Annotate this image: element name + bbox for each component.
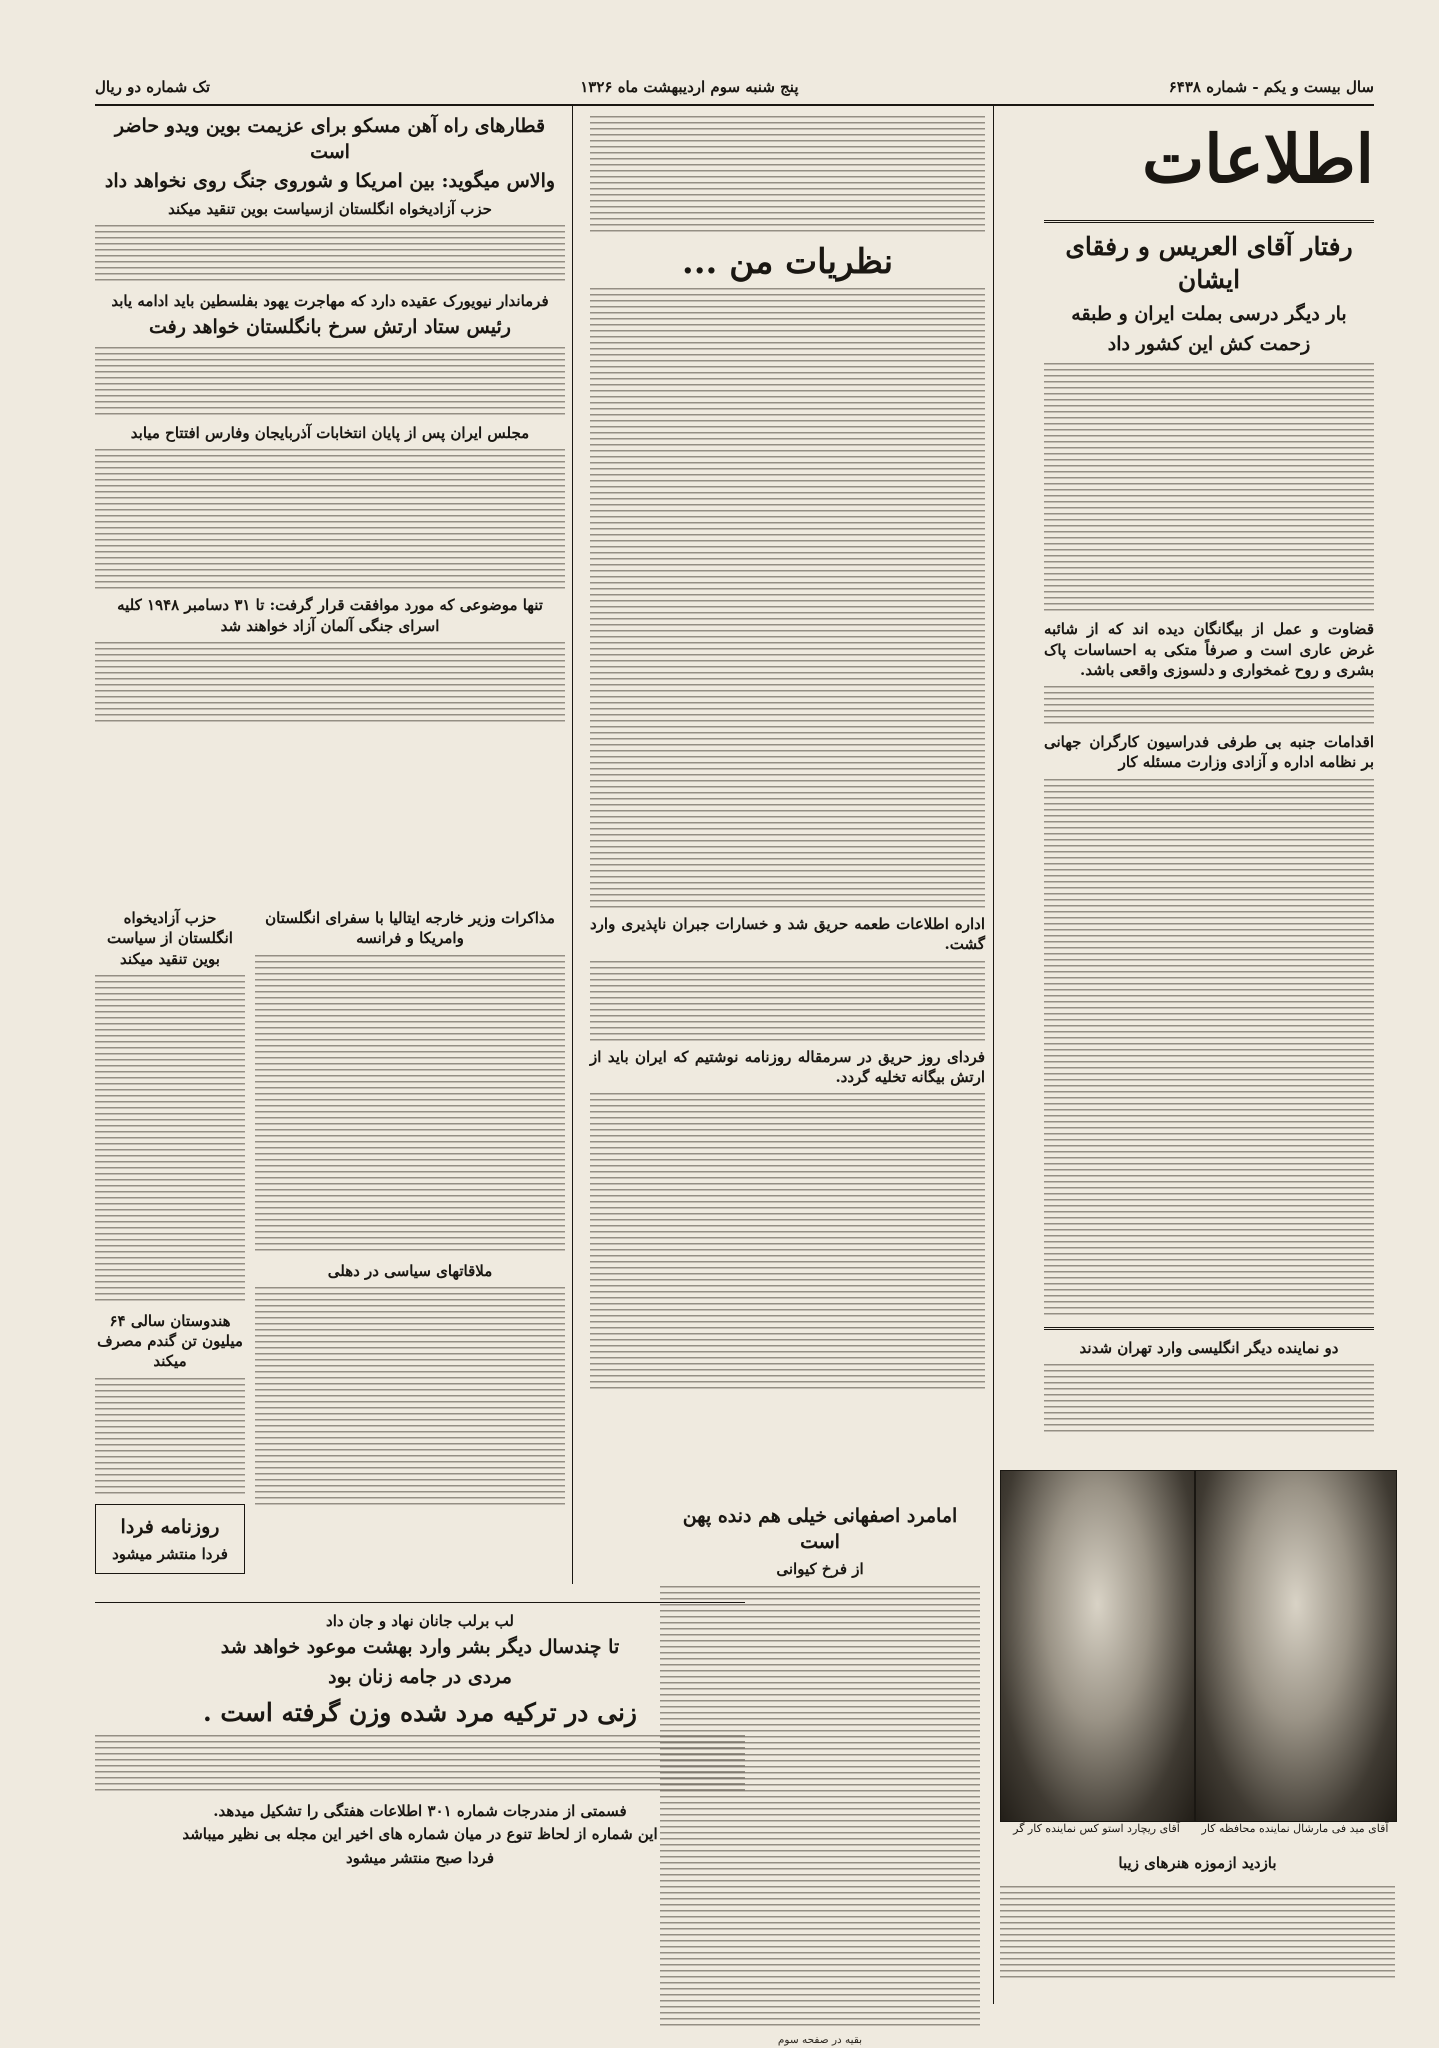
article-text [95, 1378, 245, 1498]
feature-article [660, 1500, 980, 2048]
art-headline: بازدید ازموزه هنرهای زیبا [1118, 1854, 1277, 1872]
right-column [1044, 212, 1374, 1440]
continued-note: بقیه در صفحه سوم [777, 2033, 863, 2046]
side-headline: حزب آزادیخواه انگلستان از سیاست بوین تنقید میکند [107, 909, 233, 968]
ad-line: فسمتی از مندرجات شماره ۳۰۱ اطلاعات هفتگی را تشکیل میدهد. [213, 1802, 627, 1821]
article-text [255, 1287, 565, 1507]
opinion-title: نظریات من ... [681, 242, 894, 282]
pullquote: قضاوت و عمل از بیگانگان دیده اند که از شائبه غرض عاری است و صرفاً متکی به احساسات پاک بشری و روح غمخواری و دلسوزی واقعی باشد. [1044, 620, 1374, 679]
lead-headline: رفتار آقای العریس و رفقای ایشان [1065, 232, 1353, 294]
article-text [590, 288, 985, 908]
side-headline: هندوستان سالی ۶۴ میلیون تن گندم مصرف میکند [97, 1311, 243, 1371]
headline: قطارهای راه آهن مسکو برای عزیمت بوین ویدو حاضر است [114, 115, 546, 163]
article-text [1044, 686, 1374, 726]
issue-price: تک شماره دو ریال [95, 78, 210, 96]
headline: رئیس ستاد ارتش سرخ بانگلستان خواهد رفت [149, 316, 511, 339]
feature-author: از فرخ کیوانی [776, 1560, 864, 1579]
headline: مجلس ایران پس از پایان انتخابات آذربایجان وفارس افتتاح میابد [130, 424, 530, 443]
news-column [255, 905, 565, 1513]
boxed-bold: اداره اطلاعات طعمه حریق شد و خسارات جبران ناپذیری وارد گشت. [590, 915, 985, 954]
headline: فرماندار نیویورک عقیده دارد که مهاجرت یهود بفلسطین باید ادامه یابد [111, 292, 549, 311]
photo-caption: آقای ریچارد استو کس نماینده کار گر [1013, 1822, 1180, 1835]
column-rule [993, 104, 994, 2004]
article-text [95, 642, 565, 722]
boxed-bold: فردای روز حریق در سرمقاله روزنامه نوشتیم که ایران باید از ارتش بیگانه تخلیه گردد. [590, 1047, 985, 1086]
issue-number: سال بیست و یکم - شماره ۶۴۳۸ [1168, 78, 1374, 96]
section-headline: مذاکرات وزیر خارجه ایتالیا با سفرای انگلستان وامریکا و فرانسه [265, 909, 555, 948]
ad-line: این شماره از لحاظ تنوع در میان شماره های اخیر این مجله بی نظیر میباشد [182, 1825, 658, 1844]
box-text: فردا منتشر میشود [112, 1545, 228, 1564]
article-text [95, 347, 565, 417]
center-column [590, 110, 985, 1399]
headline: والاس میگوید: بین امریکا و شوروی جنگ روی نخواهد داد [104, 170, 556, 193]
article-text [590, 1093, 985, 1393]
ad-line: لب برلب جانان نهاد و جان داد [326, 1612, 514, 1630]
article-text [1044, 779, 1374, 1319]
issue-date: پنج شنبه سوم اردیبهشت ماه ۱۳۲۶ [580, 78, 799, 96]
magazine-ad-box [95, 1594, 745, 2014]
article-text [660, 1586, 980, 2026]
article-text [590, 961, 985, 1041]
article-text [1044, 1364, 1374, 1434]
ad-line: تا چندسال دیگر بشر وارد بهشت موعود خواهد شد [220, 1636, 620, 1659]
article-text [1044, 363, 1374, 613]
article-text [590, 116, 985, 236]
box-title: روزنامه فردا [120, 1515, 220, 1538]
article-text [1000, 1886, 1395, 1981]
left-column [95, 110, 565, 728]
section-headline: ملاقاتهای سیاسی در دهلی [327, 1261, 493, 1280]
feature-title: امامرد اصفهانی خیلی هم دنده پهن است [682, 1505, 958, 1553]
ad-line: فردا صبح منتشر میشود [345, 1848, 495, 1867]
ad-line: مردی در جامه زنان بود [328, 1665, 512, 1688]
box-headline: دو نماینده دیگر انگلیسی وارد تهران شدند [1079, 1338, 1339, 1357]
article-text [95, 449, 565, 589]
lead-subhead: بار دیگر درسی بملت ایران و طبقه [1071, 303, 1347, 325]
headline: حزب آزادیخواه انگلستان ازسیاست بوین تنقید میکند [168, 199, 492, 218]
column-rule [572, 104, 573, 1584]
tomorrow-box [95, 1504, 245, 1575]
article-text [95, 225, 565, 285]
newspaper-logo: اطلاعات [1142, 120, 1374, 198]
portrait-photo-right [1195, 1470, 1397, 1822]
masthead-strip [95, 70, 1374, 106]
pullquote: اقدامات جنبه بی طرفی فدراسیون کارگران جهانی بر نظامه اداره و آزادی وزارت مسئله کار [1044, 733, 1374, 772]
headline: تنها موضوعی که مورد موافقت قرار گرفت: تا ۳۱ دسامبر ۱۹۴۸ کلیه اسرای جنگی آلمان آزاد خواهند شد [117, 596, 543, 635]
lead-subhead: زحمت کش این کشور داد [1107, 332, 1311, 355]
photo-caption: آقای مید فی مارشال نماینده محافظه کار [1201, 1822, 1389, 1835]
side-column [95, 905, 245, 1574]
article-text [95, 1735, 745, 1795]
article-text [255, 955, 565, 1255]
ad-line: زنی در ترکیه مرد شده وزن گرفته است . [202, 1697, 638, 1727]
article-text [95, 975, 245, 1305]
portrait-photo-left [1000, 1470, 1195, 1822]
